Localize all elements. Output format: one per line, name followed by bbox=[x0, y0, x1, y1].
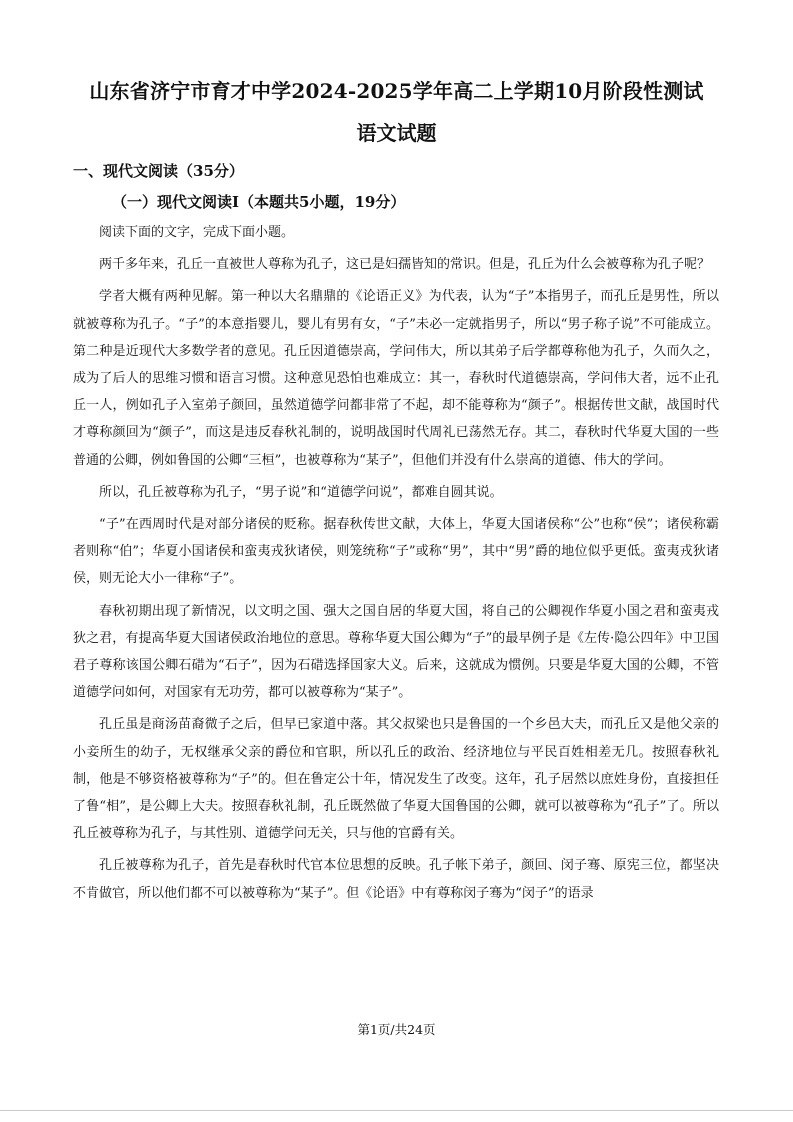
document-title: 山东省济宁市育才中学2024-2025学年高二上学期10月阶段性测试 bbox=[89, 79, 704, 103]
section-heading: 一、现代文阅读（35分） bbox=[73, 162, 244, 180]
page-number: 第1页/共24页 bbox=[357, 1022, 436, 1037]
instruction-paragraph: 阅读下面的文字，完成下面小题。 bbox=[99, 225, 295, 240]
article-paragraph: 孔丘被尊称为孔子，首先是春秋时代官本位思想的反映。孔子帐下弟子，颜回、闵子骞、原宪三位，都坚决不肯做官，所以他们都不可以被尊称为“某子”。但《论语》中有尊称闵子骞为“闵子”的语录 bbox=[73, 858, 719, 901]
article-paragraph: 春秋初期出现了新情况，以文明之国、强大之国自居的华夏大国，将自己的公卿视作华夏小国之君和蛮夷戎狄之君，有提高华夏大国诸侯政治地位的意思。尊称华夏大国公卿为“子”的最早例子是《左传·隐公四年》中卫国君子尊称该国公卿石碏为“石子”，因为石碏选择国家大义。后来，这就成为惯例。只要是华夏大国的公卿，不管道德学问如何，对国家有无功劳，都可以被尊称为“某子”。 bbox=[73, 603, 719, 701]
page-divider bbox=[0, 1110, 793, 1111]
subsection-heading: （一）现代文阅读Ⅰ（本题共5小题，19分） bbox=[112, 193, 406, 211]
article-paragraph: 学者大概有两种见解。第一种以大名鼎鼎的《论语正义》为代表，认为“子”本指男子，而孔丘是男性，所以就被尊称为孔子。“子”的本意指婴儿，婴儿有男有女，“子”未必一定就指男子，所以“男子称子说”不可能成立。第二种是近现代大多数学者的意见。孔丘因道德崇高，学问伟大，所以其弟子后学都尊称他为孔子，久而久之，成为了后人的思维习惯和语言习惯。这种意见恐怕也难成立：其一，春秋时代道德崇高，学问伟大者，远不止孔丘一人，例如孔子入室弟子颜回，虽然道德学问都非常了不起，却不能尊称为“颜子”。根据传世文献，战国时代才尊称颜回为“颜子”，而这是违反春秋礼制的，说明战国时代周礼已荡然无存。其二，春秋时代华夏大国的一些普通的公卿，例如鲁国的公卿“三桓”，也被尊称为“某子”，但他们并没有什么崇高的道德、伟大的学问。 bbox=[73, 289, 719, 468]
article-paragraph: 所以，孔丘被尊称为孔子，“男子说”和“道德学问说”，都难自圆其说。 bbox=[99, 484, 503, 500]
article-body bbox=[73, 219, 719, 912]
article-paragraph: 两千多年来，孔丘一直被世人尊称为孔子，这已是妇孺皆知的常识。但是，孔丘为什么会被尊称为孔子呢？ bbox=[99, 257, 711, 273]
article-paragraph: “子”在西周时代是对部分诸侯的贬称。据春秋传世文献，大体上，华夏大国诸侯称“公”也称“侯”；诸侯称霸者则称“伯”；华夏小国诸侯和蛮夷戎狄诸侯，则笼统称“子”或称“男”，其中“男”爵的地位似乎更低。蛮夷戎狄诸侯，则无论大小一律称“子”。 bbox=[73, 517, 719, 587]
article-paragraph: 孔丘虽是商汤苗裔微子之后，但早已家道中落。其父叔梁也只是鲁国的一个乡邑大夫，而孔丘又是他父亲的小妾所生的幼子，无权继承父亲的爵位和官职，所以孔丘的政治、经济地位与平民百姓相差无几。按照春秋礼制，他是不够资格被尊称为“子”的。但在鲁定公十年，情况发生了改变。这年，孔子居然以庶姓身份，直接担任了鲁“相”，是公卿上大夫。按照春秋礼制，孔丘既然做了华夏大国鲁国的公卿，就可以被尊称为“孔子”了。所以孔丘被尊称为孔子，与其性别、道德学问无关，只与他的官爵有关。 bbox=[73, 717, 719, 842]
document-subtitle: 语文试题 bbox=[356, 121, 437, 145]
